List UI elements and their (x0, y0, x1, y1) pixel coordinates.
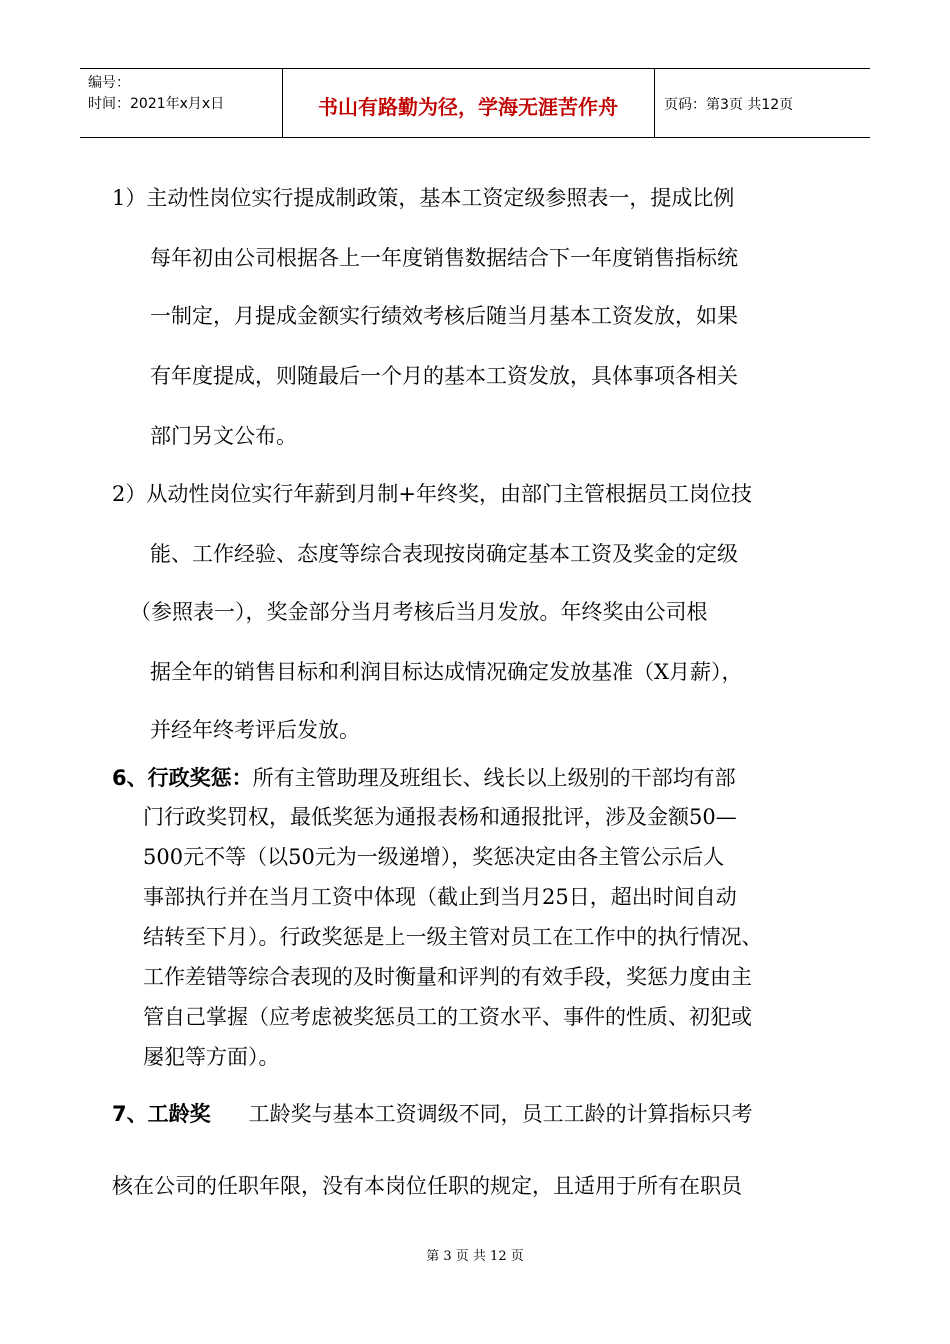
body-line: 据全年的销售目标和利润目标达成情况确定发放基准（X月薪）， (150, 660, 743, 684)
body-line: 核在公司的任职年限，没有本岗位任职的规定，且适用于所有在职员 (112, 1174, 742, 1198)
body-line: 事部执行并在当月工资中体现（截止到当月25日，超出时间自动 (143, 885, 737, 909)
time-label: 时间：2021年x月x日 (88, 96, 225, 112)
body-line: 500元不等（以50元为一级递增），奖惩决定由各主管公示后人 (143, 845, 725, 869)
body-line: 1）主动性岗位实行提成制政策，基本工资定级参照表一，提成比例 (112, 186, 735, 210)
section6-heading: 6、行政奖惩： (112, 766, 253, 790)
body-line: 能、工作经验、态度等综合表现按岗确定基本工资及奖金的定级 (150, 542, 738, 566)
motto: 书山有路勤为径，学海无涯苦作舟 (318, 95, 618, 119)
page-footer: 第 3 页 共 12 页 (426, 1249, 524, 1264)
body-line: 一制定，月提成金额实行绩效考核后随当月基本工资发放，如果 (150, 304, 738, 328)
body-line: 2）从动性岗位实行年薪到月制+年终奖，由部门主管根据员工岗位技 (112, 482, 752, 506)
body-line: 屡犯等方面）。 (143, 1045, 280, 1069)
body-line: 每年初由公司根据各上一年度销售数据结合下一年度销售指标统 (150, 246, 738, 270)
body-line: 工龄奖与基本工资调级不同，员工工龄的计算指标只考 (248, 1102, 753, 1126)
body-line: 门行政奖罚权，最低奖惩为通报表杨和通报批评，涉及金额50— (143, 805, 737, 829)
section7-heading: 7、工龄奖 (112, 1102, 211, 1126)
body-line: 管自己掌握（应考虑被奖惩员工的工资水平、事件的性质、初犯或 (143, 1005, 752, 1029)
header-table (80, 68, 870, 138)
body-line: 结转至下月）。行政奖惩是上一级主管对员工在工作中的执行情况、 (143, 925, 763, 949)
page-info: 页码：第3页 共12页 (664, 97, 794, 113)
body-line: 所有主管助理及班组长、线长以上级别的干部均有部 (252, 766, 736, 790)
section6-first-line (112, 762, 736, 792)
body-line: 并经年终考评后发放。 (150, 718, 360, 742)
header-divider (654, 69, 655, 137)
body-line: 工作差错等综合表现的及时衡量和评判的有效手段，奖惩力度由主 (143, 965, 752, 989)
number-label: 编号： (88, 75, 130, 91)
header-left-cell (88, 73, 224, 115)
section7-first-line (112, 1098, 753, 1128)
body-line: （参照表一），奖金部分当月考核后当月发放。年终奖由公司根 (130, 600, 708, 624)
body-line: 部门另文公布。 (150, 424, 297, 448)
body-line: 有年度提成，则随最后一个月的基本工资发放，具体事项各相关 (150, 364, 738, 388)
